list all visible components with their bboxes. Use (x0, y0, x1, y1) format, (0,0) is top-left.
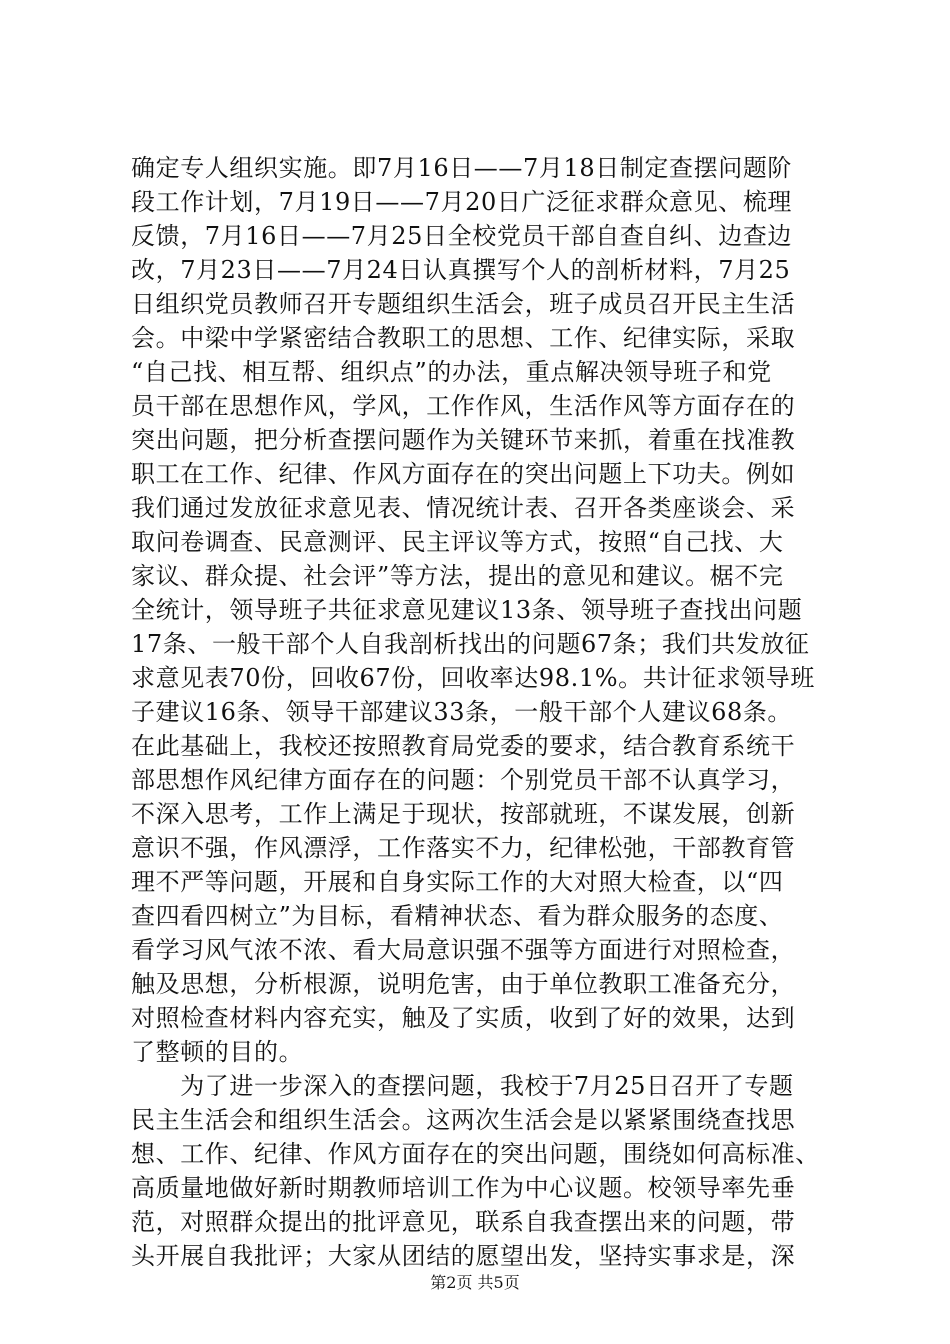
text-line: 确定专人组织实施。即7月16日——7月18日制定查摆问题阶 (131, 154, 793, 182)
text-line: 了整顿的目的。 (131, 1038, 304, 1066)
document-body (131, 151, 831, 1273)
text-line: 部思想作风纪律方面存在的问题：个别党员干部不认真学习， (131, 766, 796, 794)
text-line: 员干部在思想作风，学风，工作作风，生活作风等方面存在的 (131, 392, 796, 420)
text-line: 改，7月23日——7月24日认真撰写个人的剖析材料，7月25 (131, 256, 791, 284)
text-line: 理不严等问题，开展和自身实际工作的大对照大检查，以“四 (131, 868, 784, 896)
text-line: 全统计，领导班子共征求意见建议13条、领导班子查找出问题 (131, 596, 803, 624)
text-line: 想、工作、纪律、作风方面存在的突出问题，围绕如何高标准、 (131, 1140, 820, 1168)
text-line: 为了进一步深入的查摆问题，我校于7月25日召开了专题 (131, 1072, 794, 1100)
text-line: 段工作计划，7月19日——7月20日广泛征求群众意见、梳理 (131, 188, 793, 216)
text-line: 在此基础上，我校还按照教育局党委的要求，结合教育系统干 (131, 732, 796, 760)
text-line: 头开展自我批评；大家从团结的愿望出发，坚持实事求是，深 (131, 1242, 796, 1270)
text-line: 我们通过发放征求意见表、情况统计表、召开各类座谈会、采 (131, 494, 796, 522)
text-line: 子建议16条、领导干部建议33条，一般干部个人建议68条。 (131, 698, 793, 726)
text-line: 反馈，7月16日——7月25日全校党员干部自查自纠、边查边 (131, 222, 793, 250)
text-line: 触及思想，分析根源，说明危害，由于单位教职工准备充分， (131, 970, 796, 998)
text-line: 求意见表70份，回收67份，回收率达98.1%。共计征求领导班 (131, 664, 815, 692)
text-line: 职工在工作、纪律、作风方面存在的突出问题上下功夫。例如 (131, 460, 796, 488)
text-line: 会。中梁中学紧密结合教职工的思想、工作、纪律实际，采取 (131, 324, 796, 352)
text-line: 日组织党员教师召开专题组织生活会，班子成员召开民主生活 (131, 290, 796, 318)
text-line: “自己找、相互帮、组织点”的办法，重点解决领导班子和党 (131, 358, 772, 386)
text-line: 查四看四树立”为目标，看精神状态、看为群众服务的态度、 (131, 902, 784, 930)
text-line: 17条、一般干部个人自我剖析找出的问题67条；我们共发放征 (131, 630, 810, 658)
text-line: 民主生活会和组织生活会。这两次生活会是以紧紧围绕查找思 (131, 1106, 796, 1134)
text-line: 突出问题，把分析查摆问题作为关键环节来抓，着重在找准教 (131, 426, 796, 454)
text-line: 看学习风气浓不浓、看大局意识强不强等方面进行对照检查， (131, 936, 796, 964)
text-line: 取问卷调查、民意测评、民主评议等方式，按照“自己找、大 (131, 528, 784, 556)
text-line: 范，对照群众提出的批评意见，联系自我查摆出来的问题，带 (131, 1208, 796, 1236)
text-line: 意识不强，作风漂浮，工作落实不力，纪律松弛，干部教育管 (131, 834, 796, 862)
text-line: 高质量地做好新时期教师培训工作为中心议题。校领导率先垂 (131, 1174, 796, 1202)
page-number-footer: 第2页 共5页 (430, 1273, 520, 1292)
text-line: 对照检查材料内容充实，触及了实质，收到了好的效果，达到 (131, 1004, 796, 1032)
text-line: 家议、群众提、社会评”等方法，提出的意见和建议。椐不完 (131, 562, 784, 590)
text-line: 不深入思考，工作上满足于现状，按部就班，不谋发展，创新 (131, 800, 796, 828)
